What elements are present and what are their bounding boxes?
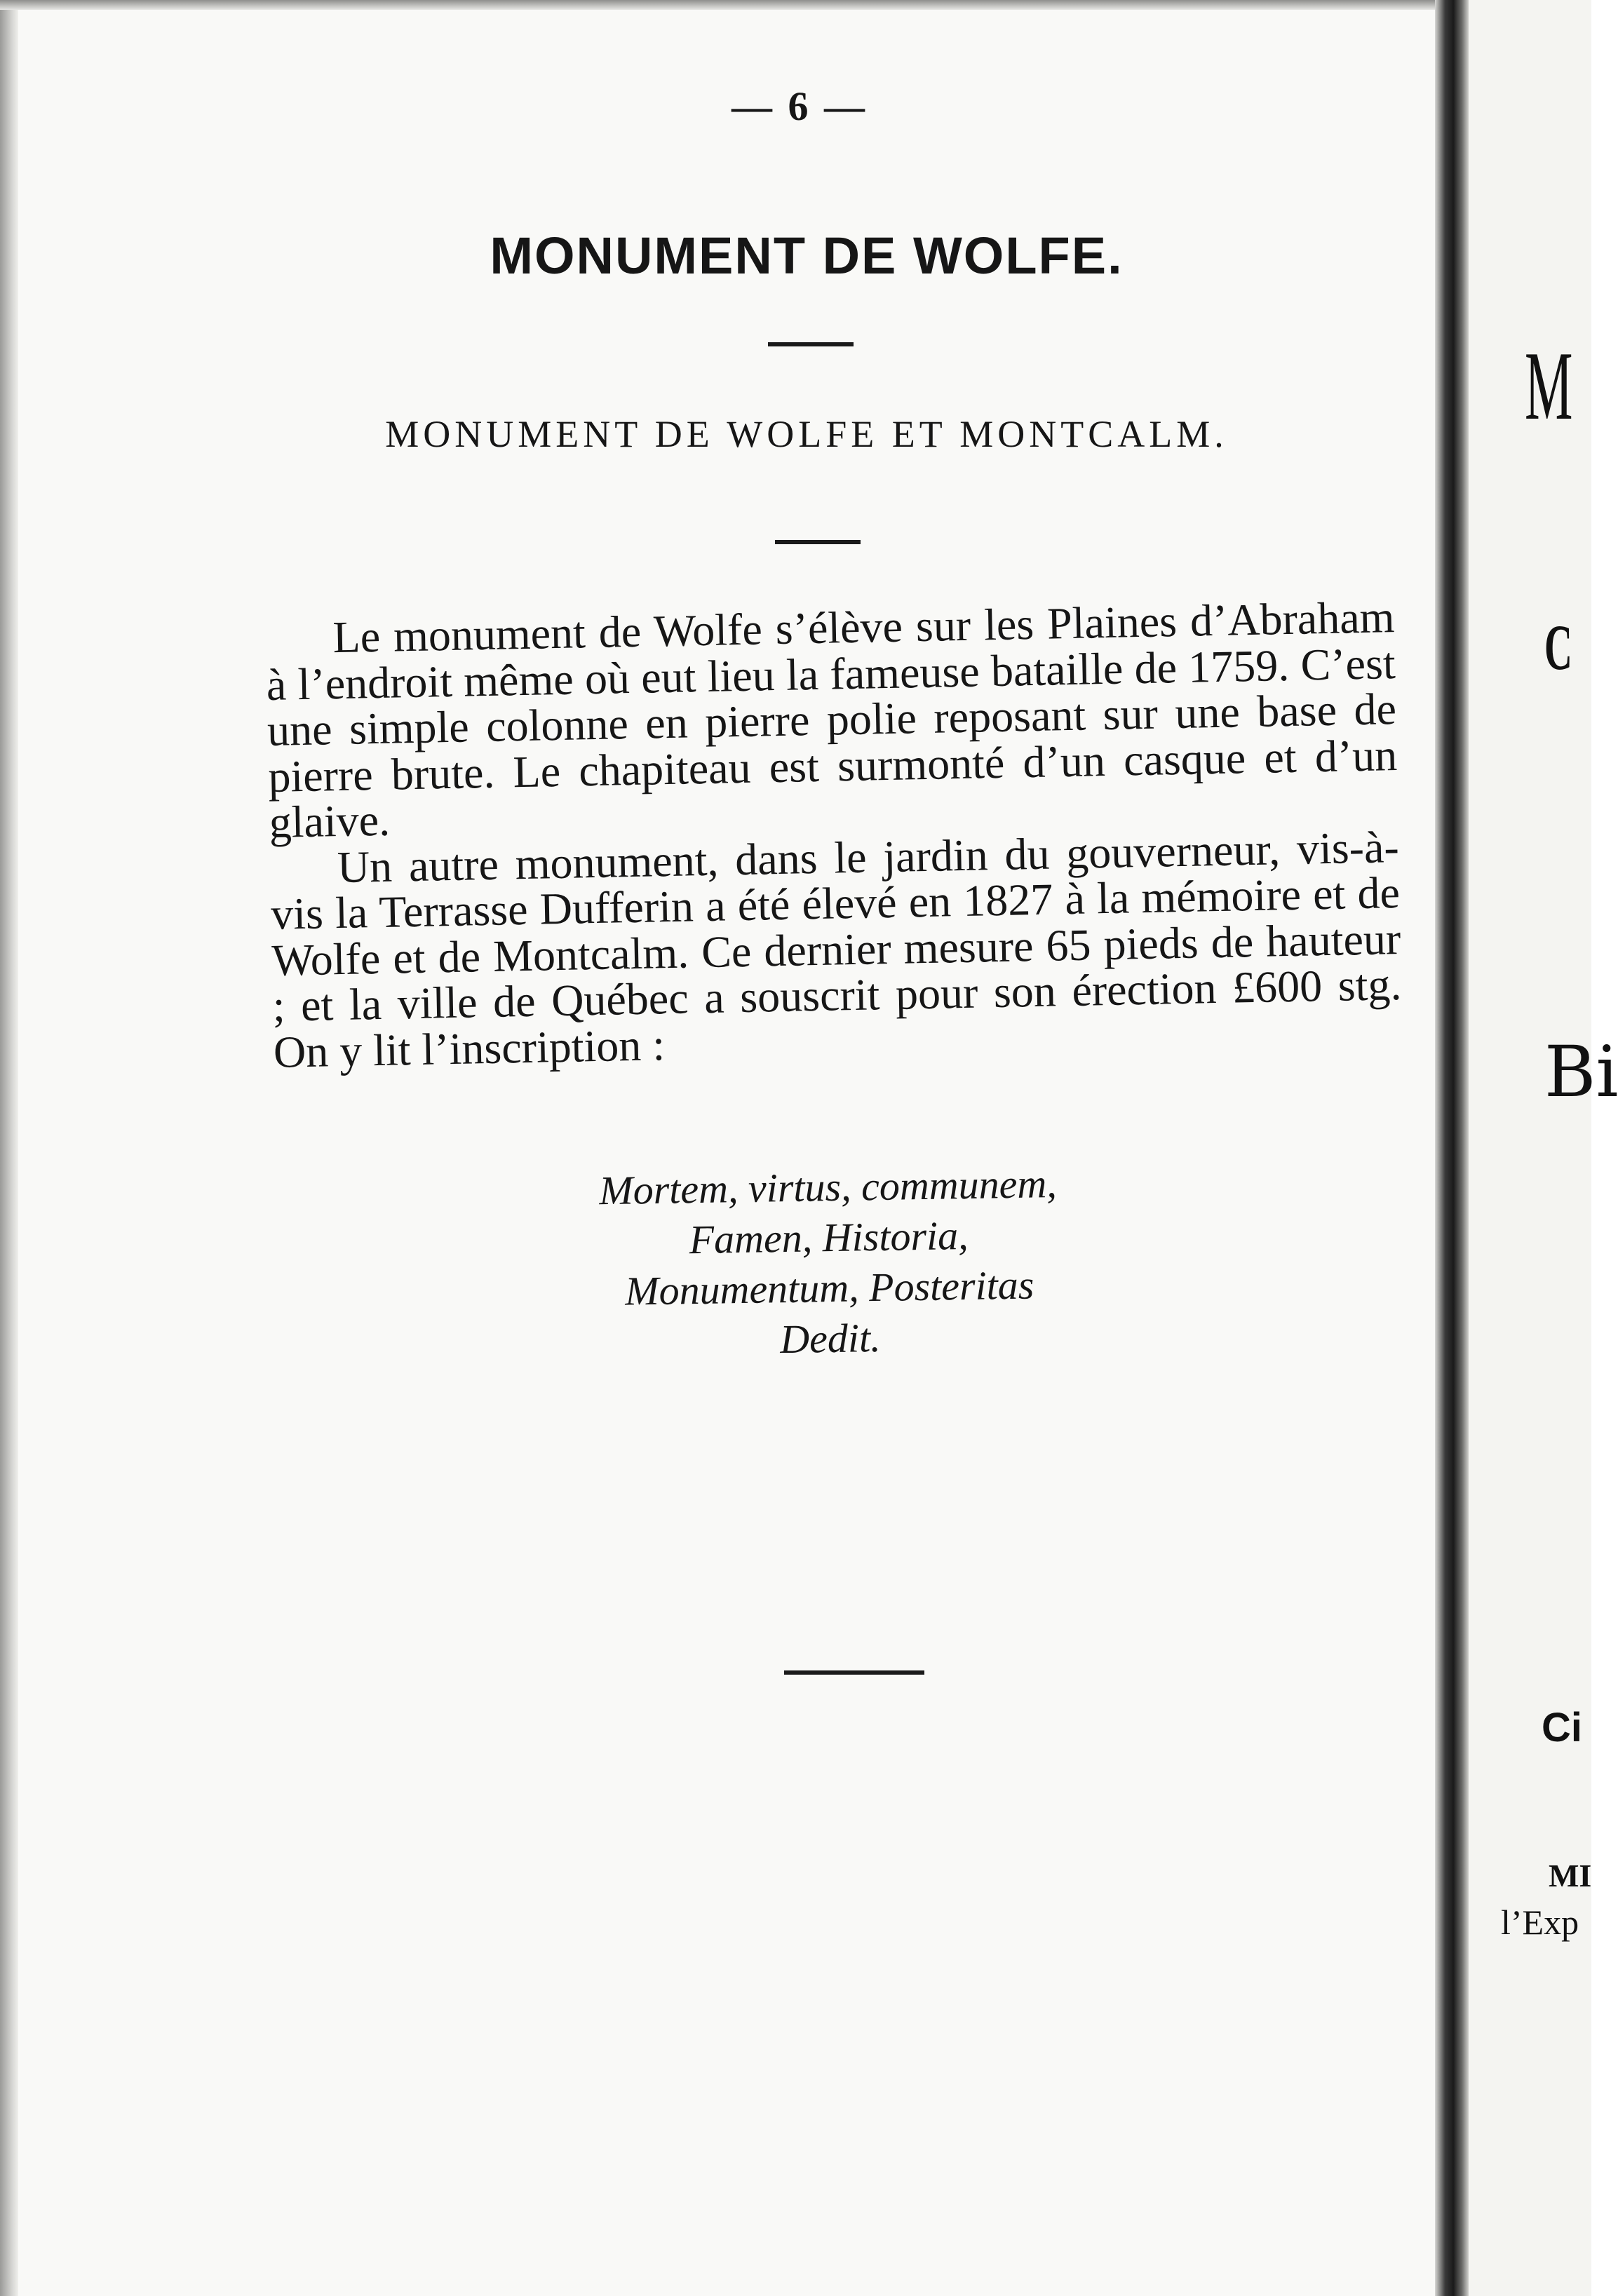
- divider-rule: [775, 540, 861, 544]
- facing-page-fragment: Bi: [1544, 1031, 1618, 1113]
- facing-page-fragment: Ci: [1542, 1705, 1582, 1750]
- section-subtitle: MONUMENT DE WOLFE ET MONTCALM.: [385, 413, 1228, 455]
- paragraph: Un autre monument, dans le jardin du gouverneur, vis-à-vis la Terrasse Dufferin a été élevé en 1827 à la mémoire et de Wolfe et de Montcalm. Ce dernier mesure 65 pieds de hauteur ; et la ville de Québec a souscrit pour son érection £600 stg. On y lit l’inscription :: [270, 821, 1403, 1077]
- facing-page-fragment: C: [1544, 612, 1572, 683]
- facing-page-fragment: l’Exp: [1501, 1903, 1579, 1942]
- page-title: MONUMENT DE WOLFE.: [490, 227, 1124, 285]
- inscription-line: Dedit.: [779, 1314, 882, 1363]
- facing-page-fragment: M: [1525, 332, 1571, 440]
- body-text: [265, 594, 1403, 1075]
- inscription-line: Famen, Historia,: [689, 1212, 969, 1263]
- divider-rule: [768, 342, 854, 346]
- divider-rule: [784, 1670, 924, 1675]
- inscription-line: Mortem, virtus, communem,: [598, 1160, 1058, 1214]
- paragraph: Le monument de Wolfe s’élève sur les Plaines d’Abraham à l’endroit même où eut lieu la fameuse bataille de 1759. C’est une simple colonne en pierre polie reposant sur une base de pierre brute. Le chapiteau est surmonté d’un casque et d’un glaive.: [266, 592, 1398, 847]
- latin-inscription: [519, 1157, 1139, 1369]
- inscription-line: Monumentum, Posteritas: [624, 1262, 1034, 1314]
- page-number: — 6 —: [732, 83, 868, 129]
- facing-page-fragment: MI: [1549, 1858, 1592, 1893]
